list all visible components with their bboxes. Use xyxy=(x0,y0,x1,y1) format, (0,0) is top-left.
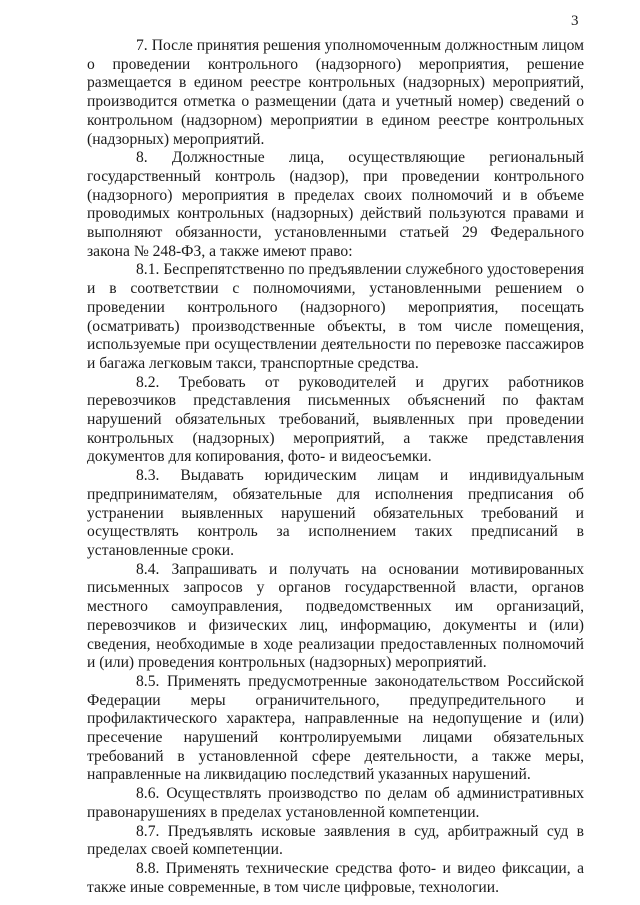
paragraph-8-3: 8.3. Выдавать юридическим лицам и индивидуальным предпринимателям, обязательные для исполнения предписания об устранении выявленных нарушений обязательных требований и осуществлять контроль за исполнением таких предписаний в установленные сроки. xyxy=(87,467,584,559)
paragraph-8-8: 8.8. Применять технические средства фото- и видео фиксации, а также иные современные, в том числе цифровые, технологии. xyxy=(87,859,584,896)
page-number: 3 xyxy=(571,13,579,29)
paragraph-8-2: 8.2. Требовать от руководителей и других работников перевозчиков представления письменных объяснений по фактам нарушений обязательных требований, выявленных при проведении контрольных (надзорных) мероприятий, а также представления документов для копирования, фото- и видеосъемки. xyxy=(87,373,584,466)
paragraph-8: 8. Должностные лица, осуществляющие региональный государственный контроль (надзор), при проведении контрольного (надзорного) мероприятия в пределах своих полномочий и в объеме проводимых контрольных (надзорных) действий пользуются правами и выполняют обязанности, установленными статьей 29 Федерального закона № 248-ФЗ, а также имеют право: xyxy=(87,149,584,260)
paragraph-8-5: 8.5. Применять предусмотренные законодательством Российской Федерации меры ограничительного, предупредительного и профилактического характера, направленные на недопущение и (или) пресечение нарушений контролируемыми лицами обязательных требований в установленной сфере деятельности, а также меры, направленные на ликвидацию последствий указанных нарушений. xyxy=(87,672,584,784)
paragraph-8-7: 8.7. Предъявлять исковые заявления в суд, арбитражный суд в пределах своей компетенции. xyxy=(87,822,584,859)
paragraph-8-6: 8.6. Осуществлять производство по делам об административных правонарушениях в пределах установленной компетенции. xyxy=(87,785,584,821)
paragraph-7: 7. После принятия решения уполномоченным должностным лицом о проведении контрольного (надзорного) мероприятия, решение размещается в едином реестре контрольных (надзорных) мероприятий, производится отметка о размещении (дата и учетный номер) сведений о контрольном (надзорном) мероприятии в едином реестре контрольных (надзорных) мероприятий. xyxy=(87,37,584,148)
paragraph-8-4: 8.4. Запрашивать и получать на основании мотивированных письменных запросов у органов государственной власти, органов местного самоуправления, подведомственных им организаций, перевозчиков и физических лиц, информацию, документы и (или) сведения, необходимые в ходе реализации предоставленных полномочий и (или) проведения контрольных (надзорных) мероприятий. xyxy=(87,560,584,672)
document-body xyxy=(87,37,584,897)
paragraph-8-1: 8.1. Беспрепятственно по предъявлении служебного удостоверения и в соответствии с полномочиями, установленными решением о проведении контрольного (надзорного) мероприятия, посещать (осматривать) производственные объекты, в том числе помещения, используемые при осуществлении деятельности по перевозке пассажиров и багажа легковым такси, транспортные средства. xyxy=(87,261,584,372)
